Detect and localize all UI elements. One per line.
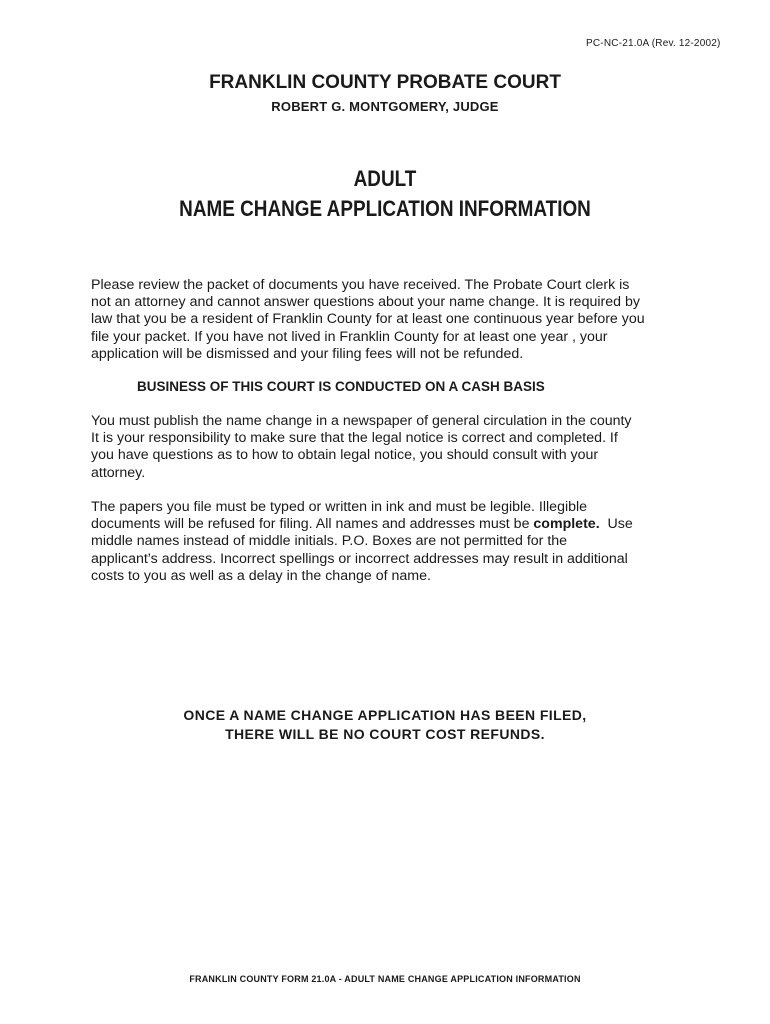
paragraph-line: It is your responsibility to make sure that the legal notice is correct and completed. If: [91, 430, 618, 447]
paragraph-line: you have questions as to how to obtain legal notice, you should consult with your: [91, 447, 599, 464]
paragraph-line: Please review the packet of documents you have received. The Probate Court clerk is: [91, 277, 630, 293]
paragraph-line: not an attorney and cannot answer questions about your name change. It is required by: [91, 294, 640, 311]
paragraph-line: [91, 516, 701, 533]
page-title-line-2: NAME CHANGE APPLICATION INFORMATION: [179, 196, 591, 221]
publication-paragraph: [91, 413, 701, 482]
paragraph-text: Use: [599, 516, 633, 533]
paragraph-line: file your packet. If you have not lived in Franklin County for at least one year , your: [91, 328, 608, 345]
paragraph-line: applicant’s address. Incorrect spellings or incorrect addresses may result in additional: [91, 550, 628, 567]
cash-basis-notice: BUSINESS OF THIS COURT IS CONDUCTED ON A CASH BASIS: [137, 379, 545, 394]
filing-requirements-paragraph: [91, 499, 701, 585]
court-name: FRANKLIN COUNTY PROBATE COURT: [209, 72, 561, 93]
paragraph-line: The papers you file must be typed or written in ink and must be legible. Illegible: [91, 499, 588, 515]
paragraph-line: law that you be a resident of Franklin County for at least one continuous year before you: [91, 311, 645, 328]
residency-paragraph: [91, 277, 701, 363]
judge-name: ROBERT G. MONTGOMERY, JUDGE: [271, 99, 499, 114]
no-refund-warning: [0, 706, 770, 744]
paragraph-line: attorney.: [91, 464, 146, 481]
form-footer: FRANKLIN COUNTY FORM 21.0A - ADULT NAME CHANGE APPLICATION INFORMATION: [189, 974, 581, 984]
paragraph-text: documents will be refused for filing. All names and addresses must be: [91, 516, 534, 533]
warning-line: THERE WILL BE NO COURT COST REFUNDS.: [225, 726, 545, 742]
paragraph-line: application will be dismissed and your filing fees will not be refunded.: [91, 345, 524, 362]
paragraph-line: middle names instead of middle initials. P.O. Boxes are not permitted for the: [91, 533, 568, 550]
paragraph-line: You must publish the name change in a newspaper of general circulation in the county: [91, 413, 632, 429]
paragraph-line: costs to you as well as a delay in the change of name.: [91, 567, 431, 584]
page-title-line-1: ADULT: [353, 166, 417, 191]
form-number: PC-NC-21.0A (Rev. 12-2002): [586, 38, 721, 49]
warning-line: ONCE A NAME CHANGE APPLICATION HAS BEEN FILED,: [183, 707, 587, 723]
complete-emphasis: complete.: [533, 516, 600, 533]
